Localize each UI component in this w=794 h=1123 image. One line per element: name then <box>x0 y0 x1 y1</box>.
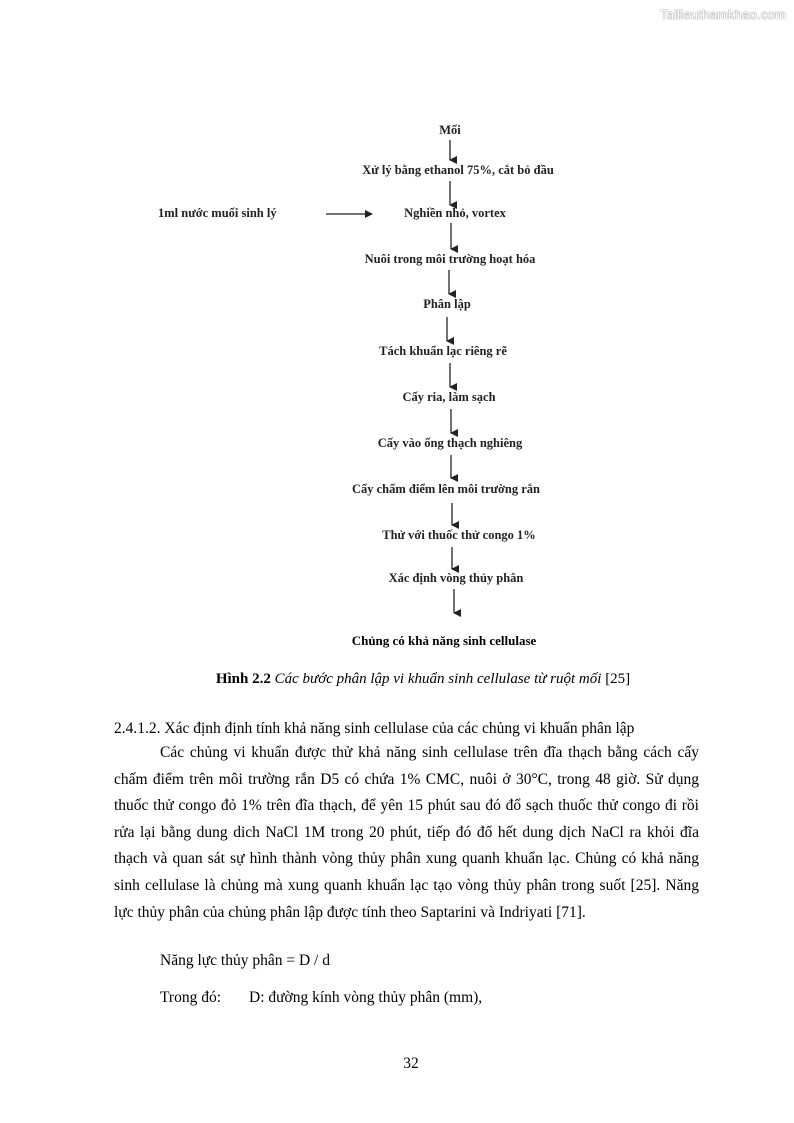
flow-step-10: Thử với thuốc thử congo 1% <box>382 528 536 542</box>
page-number: 32 <box>403 1055 419 1072</box>
side-input-label: 1ml nước muối sinh lý <box>158 206 277 220</box>
formula-line: Năng lực thủy phân = D / d <box>160 952 330 969</box>
flow-step-3: Nghiền nhỏ, vortex <box>404 206 506 220</box>
flow-step-7: Cấy ria, làm sạch <box>402 390 496 404</box>
where-definition: D: đường kính vòng thủy phân (mm), <box>249 989 483 1006</box>
flow-step-final: Chủng có khả năng sinh cellulase <box>351 633 537 648</box>
flow-step-11: Xác định vòng thủy phân <box>388 571 524 585</box>
watermark: Tailieuthamkhao.com <box>660 7 786 22</box>
flow-step-1: Mối <box>439 123 461 137</box>
flow-step-4: Nuôi trong môi trường hoạt hóa <box>364 252 536 266</box>
flow-step-9: Cấy chấm điểm lên môi trường rắn <box>351 482 541 496</box>
flow-step-5: Phân lập <box>423 297 471 311</box>
flow-step-6: Tách khuẩn lạc riêng rẽ <box>379 344 507 358</box>
section-heading: 2.4.1.2. Xác định định tính khả năng sinh cellulase của các chủng vi khuẩn phân lập <box>114 720 635 737</box>
caption-title: Các bước phân lập vi khuẩn sinh cellulase từ ruột mối <box>274 671 602 687</box>
where-label: Trong đó: <box>160 989 222 1006</box>
caption-label: Hình 2.2 <box>215 671 271 687</box>
body-paragraph: Các chủng vi khuẩn được thử khả năng sinh cellulase trên đĩa thạch bằng cách cấy chấm điểm trên môi trường rắn D5 có chứa 1% CMC, nuôi ở 30°C, trong 48 giờ. Sử dụng thuốc thử congo đỏ 1% trên đĩa thạch, để yên 15 phút sau đó đổ sạch thuốc thử congo đi rồi rửa lại bằng dung dich NaCl 1M trong 20 phút, tiếp đó đổ hết dung dịch NaCl ra khỏi đĩa thạch và quan sát sự hình thành vòng thủy phân xung quanh khuẩn lạc. Chủng có khả năng sinh cellulase là chủng mà xung quanh khuẩn lạc tạo vòng thủy phân trong suốt [25]. Năng lực thủy phân của chủng phân lập được tính theo Saptarini và Indriyati [71]. <box>114 744 699 921</box>
flow-step-8: Cấy vào ống thạch nghiêng <box>377 436 523 450</box>
definition-line <box>160 985 482 1012</box>
figure-caption <box>26 669 794 689</box>
caption-ref: [25] <box>605 671 631 687</box>
flow-step-2: Xử lý bằng ethanol 75%, cắt bỏ đầu <box>362 163 554 177</box>
